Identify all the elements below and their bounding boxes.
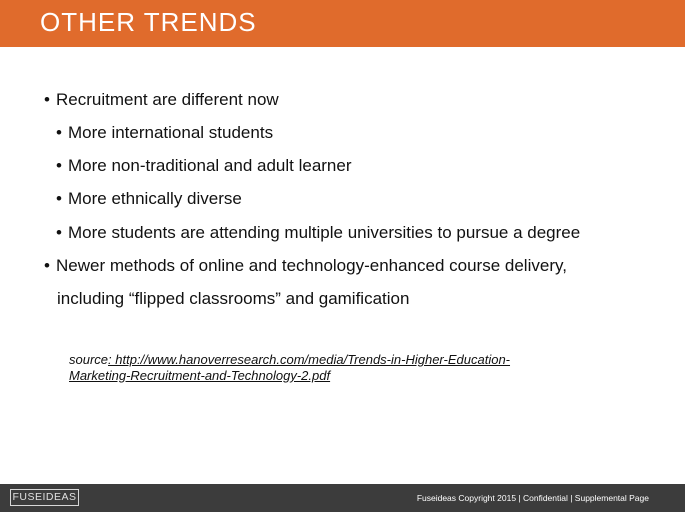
footer-copyright: Fuseideas Copyright 2015 | Confidential | Supplemental Page	[416, 493, 649, 503]
bullet-recruitment	[44, 90, 279, 110]
bullet-text: Recruitment are different now	[56, 90, 279, 109]
sub-bullet-international	[56, 123, 273, 143]
bullet-dot: •	[56, 223, 62, 242]
source-link-line1: : http://www.hanoverresearch.com/media/Trends-in-Higher-Education-	[108, 352, 511, 367]
bullet-dot: •	[56, 189, 62, 208]
source-link[interactable]	[69, 352, 510, 383]
header-bar	[0, 0, 685, 47]
bullet-dot: •	[44, 90, 50, 109]
bullet-dot: •	[56, 123, 62, 142]
bullet-text: More international students	[68, 123, 274, 142]
sub-bullet-non-traditional	[56, 156, 352, 176]
bullet-dot: •	[56, 156, 62, 175]
bullet-text: More non-traditional and adult learner	[68, 156, 352, 175]
bullet-text: More students are attending multiple universities to pursue a degree	[68, 223, 581, 242]
footer-bar	[0, 484, 685, 512]
bullet-text: including “flipped classrooms” and gamification	[57, 289, 410, 308]
bullet-text: Newer methods of online and technology-enhanced course delivery,	[56, 256, 567, 275]
sub-bullet-ethnically-diverse	[56, 189, 242, 209]
bullet-text: More ethnically diverse	[68, 189, 242, 208]
source-link-line2: Marketing-Recruitment-and-Technology-2.pdf	[69, 368, 331, 383]
slide-title: OTHER TRENDS	[40, 7, 257, 37]
bullet-newer-methods	[44, 256, 567, 276]
source-prefix: source	[69, 352, 109, 367]
sub-bullet-multiple-universities	[56, 223, 580, 243]
source-citation	[69, 352, 510, 384]
bullet-dot: •	[44, 256, 50, 275]
fuseideas-logo: FUSEIDEAS	[10, 489, 79, 506]
bullet-newer-methods-continued	[57, 289, 409, 309]
